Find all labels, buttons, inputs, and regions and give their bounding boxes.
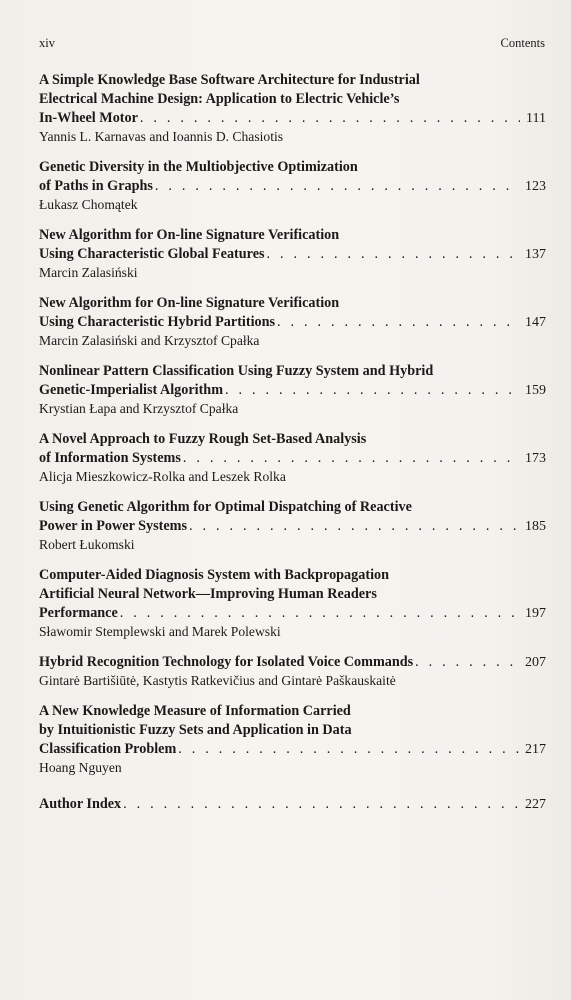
entry-title-text: A Simple Knowledge Base Software Architecture for Industrial bbox=[39, 72, 420, 88]
author-index-label: Author Index bbox=[39, 796, 122, 812]
entry-title-text: Using Characteristic Hybrid Partitions bbox=[39, 314, 276, 330]
toc-entry bbox=[39, 226, 546, 282]
entry-page-number: 185 bbox=[525, 519, 546, 534]
entry-title-text: A New Knowledge Measure of Information Carried bbox=[39, 703, 351, 719]
entry-title-text: Using Genetic Algorithm for Optimal Dispatching of Reactive bbox=[39, 499, 412, 515]
entry-title-line bbox=[39, 498, 546, 517]
entry-title-line bbox=[39, 702, 546, 721]
entry-title-text: Electrical Machine Design: Application to Electric Vehicle’s bbox=[39, 91, 400, 107]
entry-title-line bbox=[39, 362, 546, 381]
running-header bbox=[39, 36, 545, 52]
entry-authors: Krystian Łapa and Krzysztof Cpałka bbox=[39, 401, 239, 416]
toc-entry bbox=[39, 702, 546, 777]
entry-page-number: 197 bbox=[525, 606, 546, 621]
entry-authors: Alicja Mieszkowicz-Rolka and Leszek Rolka bbox=[39, 469, 286, 484]
entry-page-number: 123 bbox=[525, 179, 546, 194]
page-number-roman: xiv bbox=[39, 36, 55, 50]
dot-leader bbox=[140, 109, 520, 128]
entry-title-text: Performance bbox=[39, 605, 118, 621]
dot-leader bbox=[225, 381, 520, 400]
toc-entry bbox=[39, 653, 546, 690]
entry-title-text: In-Wheel Motor bbox=[39, 110, 138, 126]
entry-title-line bbox=[39, 294, 546, 313]
entry-title-line bbox=[39, 109, 546, 128]
entry-title-line bbox=[39, 177, 546, 196]
entry-page-number: 173 bbox=[525, 451, 546, 466]
entry-title-line bbox=[39, 604, 546, 623]
entry-page-number: 147 bbox=[525, 315, 546, 330]
entry-authors: Robert Łukomski bbox=[39, 537, 135, 552]
entry-authors: Sławomir Stemplewski and Marek Polewski bbox=[39, 624, 281, 639]
toc-entry bbox=[39, 294, 546, 350]
entry-title-line bbox=[39, 566, 546, 585]
entry-title-text: A Novel Approach to Fuzzy Rough Set-Based Analysis bbox=[39, 431, 367, 447]
toc-entry bbox=[39, 71, 546, 146]
entry-title-text: New Algorithm for On-line Signature Verification bbox=[39, 227, 340, 243]
dot-leader bbox=[267, 245, 520, 264]
entry-title-line bbox=[39, 158, 546, 177]
entry-authors: Gintarė Bartišiūtė, Kastytis Ratkevičius and Gintarė Paškauskaitė bbox=[39, 673, 396, 688]
dot-leader bbox=[183, 449, 520, 468]
dot-leader bbox=[277, 313, 520, 332]
entry-title-text: Classification Problem bbox=[39, 741, 177, 757]
entry-title-text: of Information Systems bbox=[39, 450, 181, 466]
toc-entry bbox=[39, 566, 546, 641]
entry-title-line bbox=[39, 226, 546, 245]
entry-title-text: Artificial Neural Network—Improving Human Readers bbox=[39, 586, 377, 602]
entry-title-line bbox=[39, 721, 546, 740]
toc-entry-author-index bbox=[39, 795, 546, 814]
entry-title-text: Nonlinear Pattern Classification Using Fuzzy System and Hybrid bbox=[39, 363, 434, 379]
entry-title-line bbox=[39, 71, 546, 90]
entry-title-line bbox=[39, 430, 546, 449]
entry-title-text: Genetic-Imperialist Algorithm bbox=[39, 382, 224, 398]
entry-page-number: 111 bbox=[526, 111, 546, 126]
toc-entry bbox=[39, 498, 546, 554]
entry-title-line bbox=[39, 449, 546, 468]
entry-authors: Yannis L. Karnavas and Ioannis D. Chasiotis bbox=[39, 129, 284, 144]
entry-title-text: Genetic Diversity in the Multiobjective Optimization bbox=[39, 159, 358, 175]
entry-title-line bbox=[39, 245, 546, 264]
entry-page-number: 217 bbox=[525, 742, 546, 757]
entry-title-line bbox=[39, 313, 546, 332]
entry-page-number: 207 bbox=[525, 655, 546, 670]
dot-leader bbox=[189, 517, 520, 536]
entry-title-text: of Paths in Graphs bbox=[39, 178, 153, 194]
entry-page-number: 159 bbox=[525, 383, 546, 398]
entry-title-line bbox=[39, 653, 546, 672]
toc-entry bbox=[39, 362, 546, 418]
entry-title-text: Power in Power Systems bbox=[39, 518, 188, 534]
entry-title-text: Computer-Aided Diagnosis System with Backpropagation bbox=[39, 567, 389, 583]
dot-leader bbox=[178, 740, 520, 759]
toc-entry bbox=[39, 430, 546, 486]
entry-authors: Marcin Zalasiński and Krzysztof Cpałka bbox=[39, 333, 260, 348]
dot-leader bbox=[415, 653, 520, 672]
entry-title-line bbox=[39, 381, 546, 400]
entry-title-line bbox=[39, 90, 546, 109]
dot-leader bbox=[155, 177, 520, 196]
entry-title-text: New Algorithm for On-line Signature Verification bbox=[39, 295, 340, 311]
running-title: Contents bbox=[500, 36, 545, 50]
entry-authors: Marcin Zalasiński bbox=[39, 265, 138, 280]
entry-title-line bbox=[39, 517, 546, 536]
entry-title-line bbox=[39, 740, 546, 759]
entry-title-text: Hybrid Recognition Technology for Isolated Voice Commands bbox=[39, 654, 414, 670]
entry-title-line bbox=[39, 585, 546, 604]
entry-authors: Łukasz Chomątek bbox=[39, 197, 138, 212]
entry-title-line bbox=[39, 795, 546, 814]
dot-leader bbox=[123, 795, 520, 814]
dot-leader bbox=[120, 604, 520, 623]
author-index-page-number: 227 bbox=[525, 797, 546, 812]
entry-title-text: Using Characteristic Global Features bbox=[39, 246, 265, 262]
toc-entry bbox=[39, 158, 546, 214]
entry-title-text: by Intuitionistic Fuzzy Sets and Application in Data bbox=[39, 722, 352, 738]
table-of-contents bbox=[39, 71, 546, 826]
entry-page-number: 137 bbox=[525, 247, 546, 262]
entry-authors: Hoang Nguyen bbox=[39, 760, 122, 775]
